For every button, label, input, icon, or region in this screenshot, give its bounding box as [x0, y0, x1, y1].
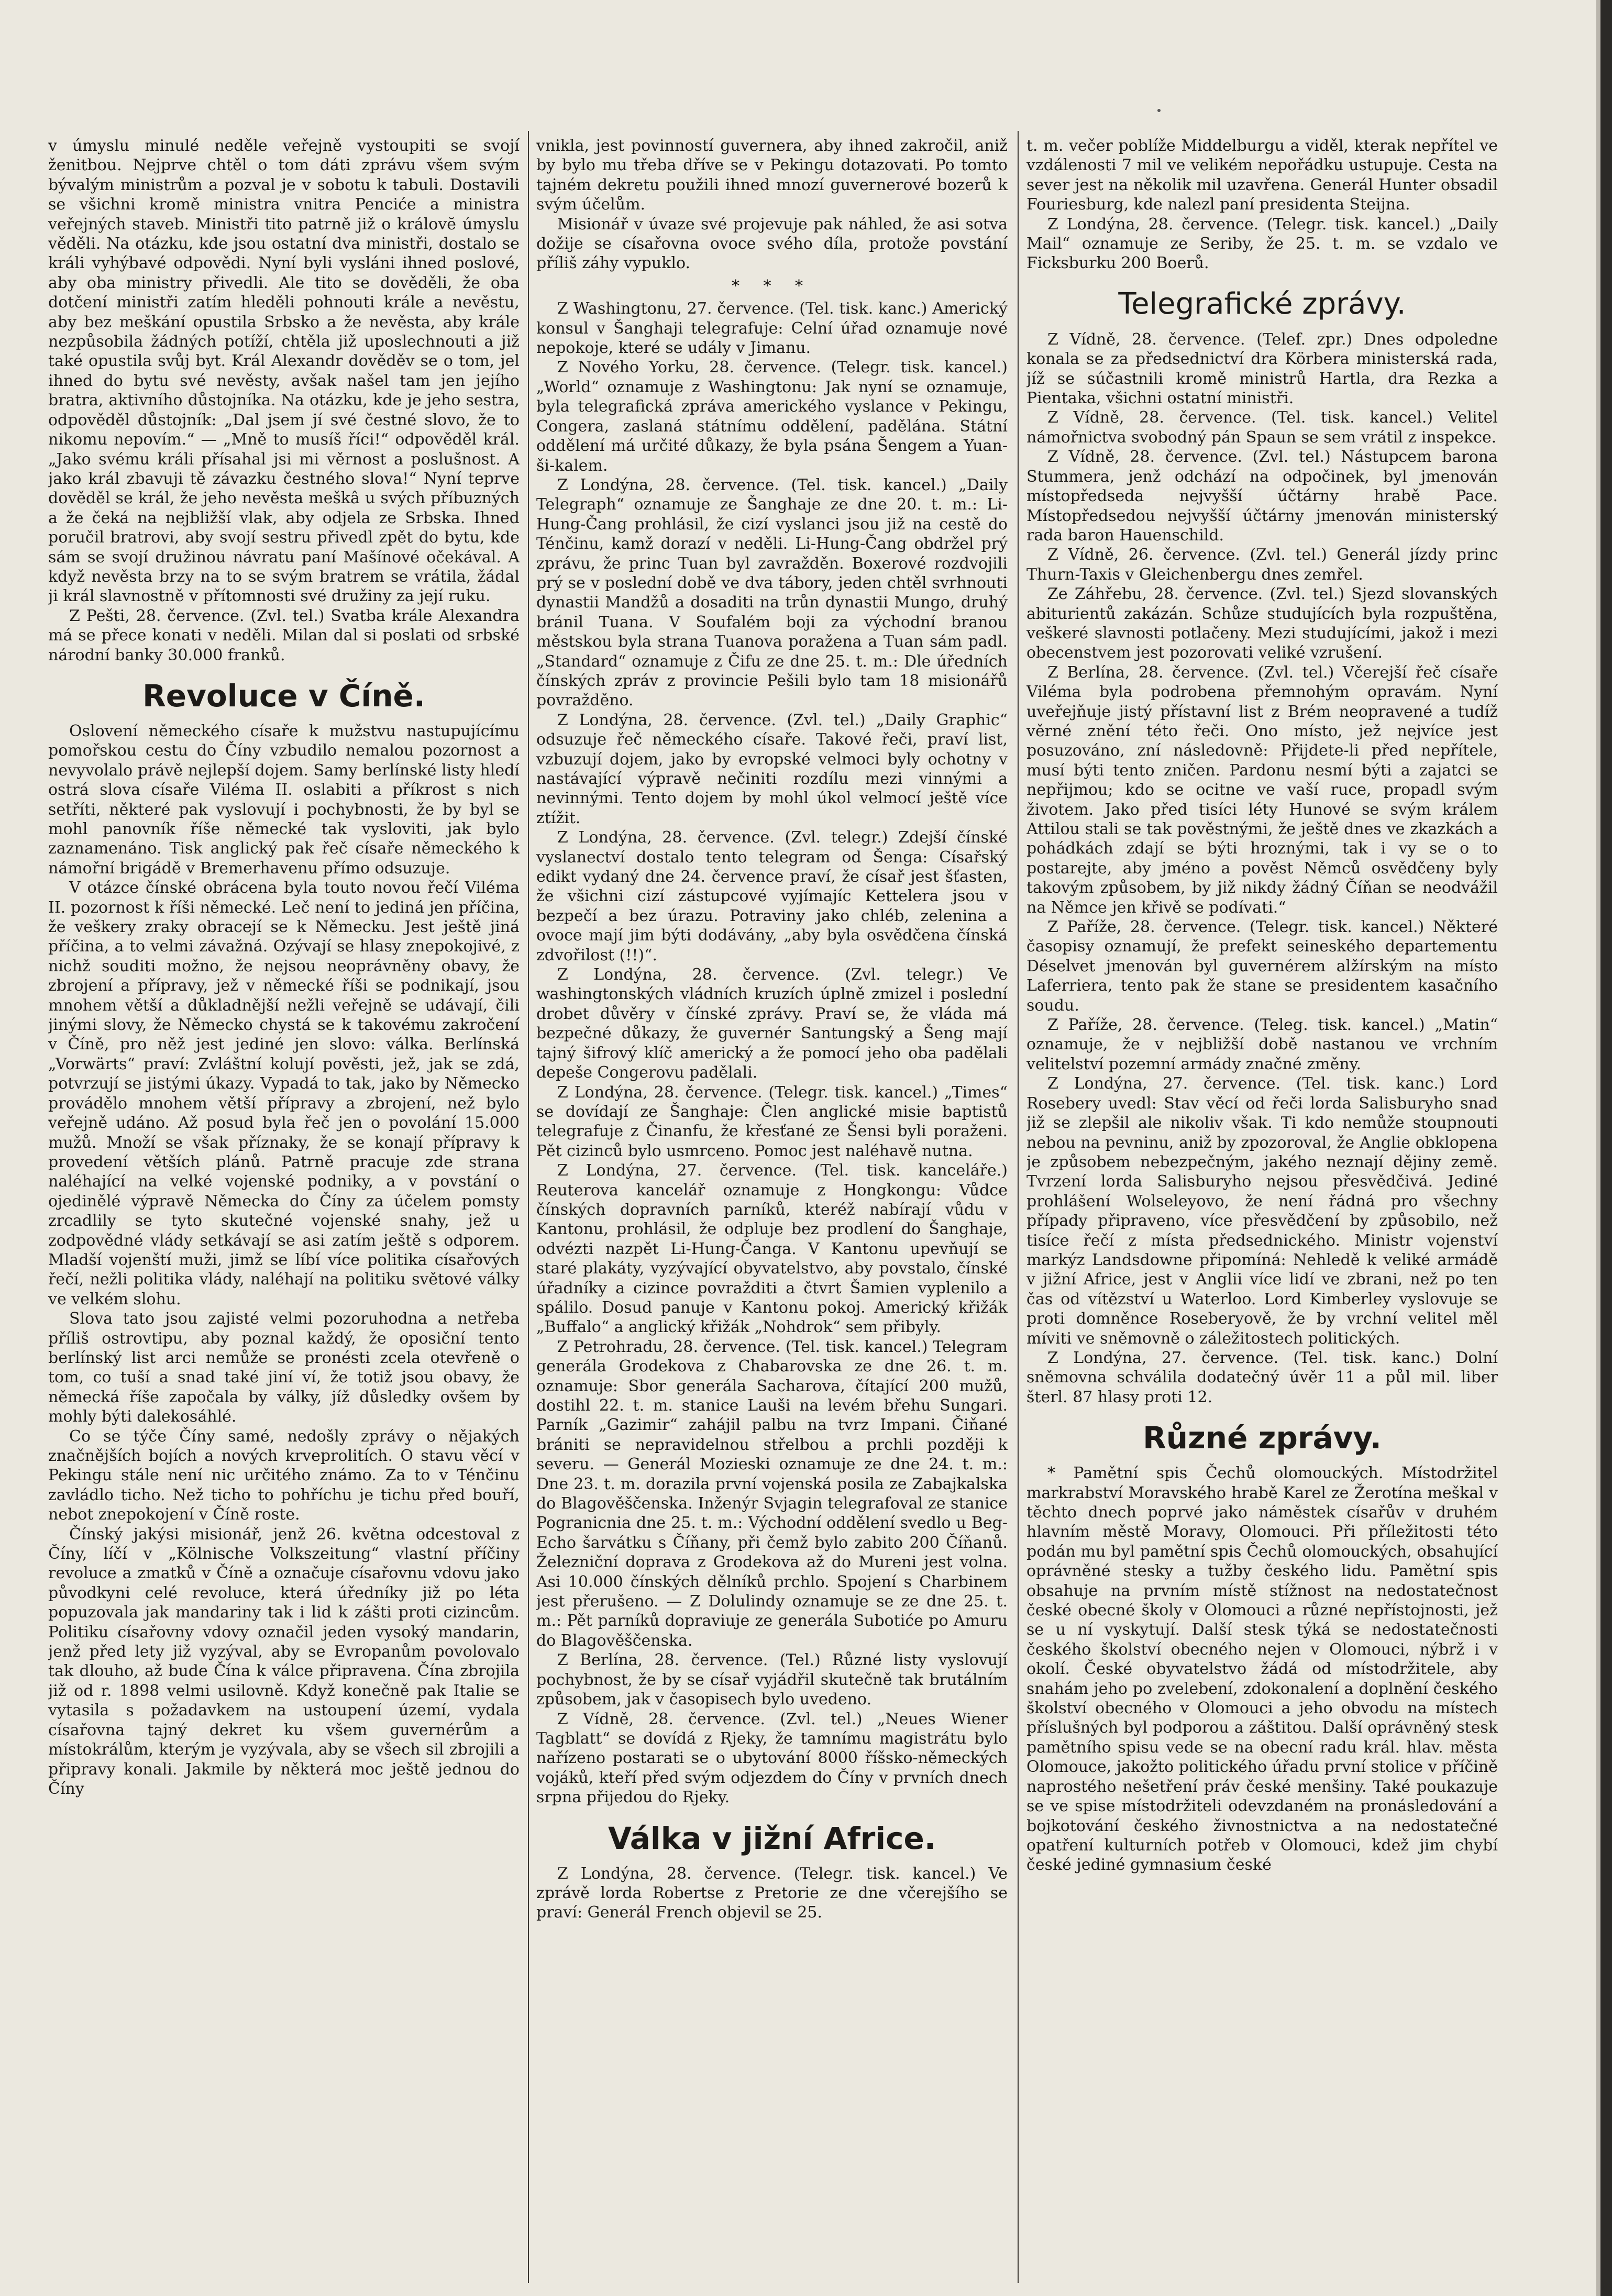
news-item: Z Pešti, 28. července. (Zvl. tel.) Svatba krále Alexandra má se přece konati v neděli. Milan dal si poslati od srbské národní banky 30.000 franků. [48, 606, 520, 664]
news-item: Z Londýna, 27. července. (Tel. tisk. kanceláře.) Reuterova kancelář oznamuje z Hongkongu: Vůdce čínských dopravních parníků, kteréž nabírají vůdu v Kantonu, prohlásil, že odpluje bez prodlení do Šanghaje, odvézti nazpět Li-Hung-Čanga. V Kantonu upevňují se staré plakáty, vyzývající obyvatelstvo, aby povstalo, čínské úřadníky a cizince povražditi a čtvrt Šamien vyplenilo a spálilo. Dosud panuje v Kantonu pokoj. Americký křižák „Buffalo“ a anglický křižák „Nohdrok“ sem přibyly. [536, 1161, 1008, 1337]
column-left [48, 136, 520, 2286]
news-item: Z Vídně, 26. července. (Zvl. tel.) Generál jízdy princ Thurn-Taxis v Gleichenbergu dnes zemřel. [1026, 546, 1498, 584]
article-text: t. m. večer poblíže Middelburgu a viděl, kterak nepřítel ve vzdálenosti 7 mil ve velikém nepořádku ustupuje. Cesta na sever jest na několik mil uzavřena. Generál Hunter obsadil Fouriesburg, kde nalezl paní presidenta Steijna. [1026, 137, 1498, 214]
column-rule-1 [528, 131, 529, 2283]
page-edge-shadow [1596, 0, 1600, 2296]
news-item: Z Nového Yorku, 28. července. (Telegr. tisk. kancel.) „World“ oznamuje z Washingtonu: Jak nyní se oznamuje, byla telegrafická zpráva amerického vyslance v Pekingu, Congera, zaslaná státnímu oddělení, padělána. Státní oddělení má určité důkazy, že byla psána Šengem a Yuan-ši-kalem. [536, 358, 1008, 475]
news-item: Z Berlína, 28. července. (Zvl. tel.) Včerejší řeč císaře Viléma byla podrobena přemnohým opravám. Nyní uveřejňuje jistý přístavní list z Brém neopravené a tudíž věrné znění této řeči. Ono místo, jež nejvíce jest posuzováno, zní následovně: Přijdete-li před nepřítele, musí býti tento zničen. Pardonu nesmí býti a zajatci se nepřijmou; kdo se ocitne ve vaší ruce, propadl svým životem. Jako před tisíci léty Hunové se svým králem Attilou stali se tak pověstnými, že ještě dnes ve zkazkách a pohádkách zdají se býti hroznými, tak i vy se o to postarejte, aby jméno a pověst Němců osvědčeny byly takovým způsobem, by již nikdy žádný Číňan se neodvážil na Němce jen křivě se podívati.“ [1026, 663, 1498, 917]
news-item: Z Londýna, 27. července. (Tel. tisk. kanc.) Dolní sněmovna schválila dodatečný úvěr 11 a půl mil. liber šterl. 87 hlasy proti 12. [1026, 1348, 1498, 1406]
news-item: Z Paříže, 28. července. (Teleg. tisk. kancel.) „Matin“ oznamuje, že v nejbližší době nastanou ve vrchním velitelství pozemní armády značné změny. [1026, 1016, 1498, 1073]
news-item: Z Vídně, 28. července. (Telef. zpr.) Dnes odpoledne konala se za předsednictví dra Körbera ministerská rada, jíž se súčastnili kromě ministrů Hartla, dra Rezka a Pientaka, všichni ostatní ministři. [1026, 330, 1498, 408]
news-item: Z Londýna, 28. července. (Tel. tisk. kancel.) „Daily Telegraph“ oznamuje ze Šanghaje ze dne 20. t. m.: Li-Hung-Čang prohlásil, že cizí vyslanci jsou již na cestě do Ténčinu, kamž dorazí v neděli. Li-Hung-Čang obdržel prý zprávu, že princ Tuan byl zavražděn. Boxerové rozdvojili prý se v poslední době ve dva tábory, jeden chtěl svrhnouti dynastii Mandžů a dosaditi na trůn dynastii Mungo, druhý bránil Tuana. V Soufalém boji za východní branou městskou byla strana Tuanova poražena a Tuan sám padl. „Standard“ oznamuje z Čifu ze dne 25. t. m.: Dle úředních čínských zpráv z provincie Pešili bylo tam 18 misionářů povražděno. [536, 475, 1008, 710]
article-text: v úmyslu minulé neděle veřejně vystoupiti se svojí ženitbou. Nejprve chtěl o tom dáti zprávu všem svým bývalým ministrům a pozval je v sobotu k tabuli. Dostavili se všichni kromě ministra vnitra Penciće a ministra veřejných staveb. Ministři tito patrně již o královĕ úmyslu věděli. Na otázku, kde jsou ostatní dva ministři, dostalo se králi vyhýbavé odpovědi. Nyní byli vysláni ihned poslové, aby oba ministry přivedli. Ale tito se dověděli, že oba dotčení ministři zatím hleděli pohnouti krále a nevěstu, aby bez meškání opustila Srbsko a že nevěsta, aby krále nezpůsobila žádných potíží, chtěla již uposlechnouti a již také opustila svůj byt. Král Alexandr dověděv se o tom, jel ihned do bytu své nevěsty, avšak našel tam jen jejího bratra, aktivního důstojníka. Na otázku, kde je jeho sestra, odpověděl důstojník: „Dal jsem jí své čestné slovo, že to nikomu nepovím.“ — „Mně to musíš říci!“ odpověděl král. „Jako svému králi přísahal jsi mi věrnost a poslušnost. A jako král zbavuji tě závazku čestného slova!“ Nyní teprve dověděl se král, že jeho nevěsta meškâ u svých příbuzných a že čeká na nejbližší vlak, aby odjela ze Srbska. Ihned poručil bratrovi, aby svojí sestru přivedl zpět do bytu, kde sám se svojí družinou návratu paní Mašínové očekával. A když nevěsta brzy na to se svým bratrem se vrátila, žádal ji král slavnostně v přítomnosti své družiny za její ruku. [48, 137, 520, 606]
news-item: Z Londýna, 28. července. (Zvl. tel.) „Daily Graphic“ odsuzuje řeč německého císaře. Takové řeči, praví list, vzbuzují dojem, jako by evropské velmoci byly ochotny v nastávající výpravě nečiniti rozdílu mezi vinnými a nevinnými. Tento dojem by mohl úkol velmocí ještě více ztížit. [536, 711, 1008, 827]
article-text: Misionář v úvaze své projevuje pak náhled, že asi sotva dožije se císařovna ovoce svého díla, protože povstání příliš záhy vypuklo. [536, 215, 1008, 273]
column-middle [536, 136, 1008, 2286]
article-text: Oslovení německého císaře k mužstvu nastupujícímu pomořskou cestu do Číny vzbudilo nemalou pozornost a nevyvolalo právě nejlepší dojem. Samy berlínské listy hledí ostrá slova císaře Viléma II. oslabiti a příkrost s nich setříti, některé pak vyslovují i pochybnosti, že by byl se mohl panovník říše německé tak vysloviti, jak bylo zaznamenáno. Tisk anglický pak řeč císaře německého k námořní brigádě v Bremerhavenu přímo odsuzuje. [48, 722, 520, 878]
section-heading: Válka v jižní Africe. [608, 1820, 936, 1856]
scan-border [1600, 0, 1612, 2296]
news-item: Z Berlína, 28. července. (Tel.) Různé listy vyslovují pochybnost, že by se císař vyjádřil skutečně tak brutálním způsobem, jak v časopisech bylo uvedeno. [536, 1651, 1008, 1709]
news-item: Z Londýna, 28. července. (Telegr. tisk. kancel.) „Times“ se dovídají ze Šanghaje: Člen anglické misie baptistů telegrafuje z Činanfu, že křesťané ze Šensi byli poraženi. Pět cizinců bylo usmrceno. Pomoc jest naléhavě nutna. [536, 1083, 1008, 1160]
article-text: vnikla, jest povinností guvernera, aby ihned zakročil, aniž by bylo mu třeba dříve se v Pekingu dotazovati. Po tomto tajném dekretu použili ihned mnozí guvernerové bozerů k svým účelům. [536, 137, 1008, 214]
article-text: V otázce čínské obrácena byla touto novou řečí Viléma II. pozornost k říši německé. Leč není to jediná jen příčina, že veškery zraky obracejí se k Německu. Jest ještě jiná příčina, a to velmi závažná. Ozývají se hlasy znepokojivé, z nichž souditi možno, že nejsou neoprávněny obavy, že zbrojení a přípravy, jež v německé říši se podnikají, jsou mnohem větší a důkladnější nežli veřejně se udávají, čili jinými slovy, že Německo chystá se k takovému zakročení v Číně, pro něž jest jediné jen slovo: válka. Berlínská „Vorwärts“ praví: Zvláštní kolují pověsti, jež, jak se zdá, potvrzují se jistými úkazy. Vypadá to tak, jako by Německo provádělo mnohem větší přípravy a zbrojení, než bylo veřejně udáno. Až posud byla řeč jen o povolání 15.000 mužů. Množí se však příznaky, že se konají přípravy k provedení větších plánů. Patrně pracuje zde strana naléhající na velké vojenské podniky, a v povstání o ojedinělé výpravě Německa do Číny za účelem pomsty zrcadlily se tyto skutečné vojenské snahy, jež u zodpovědné vlády setkávají se asi zatím ještě s odporem. Mladší vojenští muži, jimž se líbí více politika císařových řečí, nežli politika vlády, naléhají na politiku světové války ve velkém slohu. [48, 879, 520, 1308]
news-item: Z Washingtonu, 27. července. (Tel. tisk. kanc.) Americký konsul v Šanghaji telegrafuje: Celní úřad oznamuje nové nepokoje, které se udály v Jimanu. [536, 300, 1008, 358]
section-heading: Telegrafické zprávy. [1118, 286, 1406, 321]
ink-speck [1157, 109, 1161, 112]
section-separator: * * * [731, 276, 813, 295]
news-item: Z Londýna, 27. července. (Tel. tisk. kanc.) Lord Rosebery uvedl: Stav věcí od řeči lorda Salisburyho snad již se zlepšil ale nikoliv však. Ti kdo nemůže stoupnouti nebou na pevninu, aniž by zpozoroval, že Anglie obklopena je způsobem nebezpečným, jakého neznají dějiny země. Tvrzení lorda Salisburyho nejsou přesvědčivá. Jediné prohlášení Wolseleyovo, že není řádná pro všechny případy připraveno, více přesvědčení by způsobilo, než tisíce řečí z místa předsednického. Ministr vojenství markýz Landsdowne připomíná: Nehledě k veliké armádě v jižní Africe, jest v Anglii více lidí ve zbrani, než po ten čas od vítězství u Waterloo. Lord Kimberley vyslovuje se proti domněnce Roseberyově, že by vrchní velitel měl míviti ve sněmovně o záležitostech politických. [1026, 1074, 1498, 1348]
news-item: Z Vídně, 28. července. (Zvl. tel.) „Neues Wiener Tagblatt“ se dovídá z Rjeky, že tamnímu magistrátu bylo nařízeno postarati se o ubytování 8000 říšsko-německých vojáků, kteří před svým odjezdem do Číny v prvních dnech srpna přijedou do Rjeky. [536, 1710, 1008, 1807]
article-text: Co se týče Číny samé, nedošly zprávy o nějakých značnějších bojích a nových krveprolitích. O stavu věcí v Pekingu stále není nic určitého známo. Za to v Ténčinu zavládlo ticho. Než ticho to pohříchu je tichu před bouří, nebot znepokojení v Číně roste. [48, 1427, 520, 1524]
section-heading: Revoluce v Číně. [142, 678, 425, 714]
news-item: Z Londýna, 28. července. (Telegr. tisk. kancel.) „Daily Mail“ oznamuje ze Seriby, že 25. t. m. se vzdalo ve Ficksburku 200 Boerů. [1026, 215, 1498, 273]
news-item: Z Paříže, 28. července. (Telegr. tisk. kancel.) Některé časopisy oznamují, že prefekt seineského departementu Déselvet jmenován byl guvernérem alžírským na místo Laferriera, tento pak že stane se presidentem kasačního soudu. [1026, 918, 1498, 1015]
news-item: Z Londýna, 28. července. (Zvl. telegr.) Ve washingtonských vládních kruzích úplně zmizel i poslední drobet důvěry v čínské zprávy. Praví se, že vláda má bezpečné důkazy, že guvernér Santungský a Šeng mají tajný šifrový klíč americký a že pomocí jeho oba padělali depeše Congerovu padělali. [536, 966, 1008, 1082]
news-item: Ze Záhřebu, 28. července. (Zvl. tel.) Sjezd slovanských abiturientů zakázán. Schůze studujících byla rozpuštěna, veškeré slavnosti potlačeny. Mezi studujícími, jakož i mezi obecenstvem jest pozorovati veliké vzrušení. [1026, 585, 1498, 662]
news-item: Z Petrohradu, 28. července. (Tel. tisk. kancel.) Telegram generála Grodekova z Chabarovska ze dne 26. t. m. oznamuje: Sbor generála Sacharova, čítající 200 mužů, dostihl 22. t. m. stanice Lauši na levém břehu Sungari. Parník „Gazimir“ zahájil palbu na tvrz Impani. Čiňané brániti se nepravidelnou střelbou a prchli později k severu. — Generál Mozieski oznamuje ze dne 24. t. m.: Dne 23. t. m. dorazila první vojenská posila ze Zabajkalska do Blagověščenska. Inženýr Svjagin telegrafoval ze stanice Pogranicnia dne 25. t. m.: Východní oddělení svedlo u Beg-Echo šarvátku s Číňany, při čemž bylo zabito 200 Číňanů. Železniční doprava z Grodekova až do Mureni jest volna. Asi 10.000 čínských dělníků prchlo. Spojení s Charbinem jest přerušeno. — Z Dolulindy oznamuje se ze dne 25. t. m.: Pět parníků dopraviuje ze generála Subotiće po Amuru do Blagověščenska. [536, 1337, 1008, 1650]
article-text: Čínský jakýsi misionář, jenž 26. května odcestoval z Číny, líčí v „Kölnische Volkszeitung“ vlastní příčiny revoluce a zmatků v Číně a označuje císařovnu vdovu jako původkyni celé revoluce, která úředníky již po léta popuzovala jak mandariny tak i lid k zášti proti cizincům. Politiku císařovny vdovy označil jeden vysoký mandarin, jenž před lety již vyzýval, aby se Evropanům povolovalo tak dlouho, až bude Čína k válce připravena. Čína zbrojila již od r. 1898 velmi usilovně. Když konečně pak Italie se vytasila s požadavkem na ustoupení území, vydala císařovna tajný dekret ku všem guvernérům a místokrálům, kterým je vyzývala, aby se všech sil zbrojili a připravy konali. Jakmile by některá moc ještě jednou do Číny [48, 1525, 520, 1798]
news-item: Z Londýna, 28. července. (Telegr. tisk. kancel.) Ve zprávě lorda Robertse z Pretorie ze dne včerejšího se praví: Generál French objevil se 25. [536, 1864, 1008, 1922]
column-right [1026, 136, 1498, 2286]
article-text: * Pamětní spis Čechů olomouckých. Místodržitel markrabství Moravského hrabě Karel ze Žerotína meškal v těchto dnech poprvé jako náměstek císařův v druhém hlavním městě Moravy, Olomouci. Při příležitosti této podán mu byl pamětní spis Čechů olomouckých, obsahující oprávněné stesky a tužby českého lidu. Pamětní spis obsahuje na prvním místě stížnost na nedostatečnost české obecné školy v Olomouci a různé nepřístojnosti, jež se u ní vyskytují. Další stesk týká se nedostatečnosti českého školství obecného nejen v Olomouci, nýbrž i v okolí. České obyvatelstvo žádá od místodržitele, aby snahám jeho po zvelebení, zdokonalení a doplnění českého školství obecného v Olomouci a jeho obvodu na místech příslušných byl podporou a záštitou. Další oprávněný stesk pamětního spisu vede se na obecní radu král. hlav. města Olomouce, jakožto politického úřadu první stolice v příčině naprostého nešetření práv české menšiny. Také poukazuje se ve spise místodržiteli odevzdaném na pronásledování a bojkotování českého živnostnictva a na nedostatečné opatření kulturních potřeb v Olomouci, kdež jim chybí české jediné gymnasium české [1026, 1464, 1498, 1874]
news-item: Z Vídně, 28. července. (Zvl. tel.) Nástupcem barona Stummera, jenž odchází na odpočinek, byl jmenován místopředseda nejvyšší účtárny hrabě Pace. Místopředsedou nejvyšší účtárny jmenován ministerský rada baron Hauenschild. [1026, 448, 1498, 545]
article-text: Slova tato jsou zajisté velmi pozoruhodna a netřeba příliš ostrovtipu, aby poznal každý, že oposiční tento berlínský list arci nemůže se pronésti zcela otevřeně o tom, co tuší a snad také jiní ví, že totiž jsou obavy, že německá říše započala by války, jíž důsledky ovšem by mohly býti dalekosáhlé. [48, 1310, 520, 1426]
news-item: Z Londýna, 28. července. (Zvl. telegr.) Zdejší čínské vyslanectví dostalo tento telegram od Šenga: Císařský edikt vydaný dne 24. července praví, že císař jest šťasten, že všichni cizí zástupcové vyjímajíc Kettelera jsou v bezpečí a bez úrazu. Potraviny jako chléb, zelenina a ovoce mají jim býti dodávány, „aby byla osvědčena čínská zdvořilost (!!)“. [536, 828, 1008, 964]
section-heading: Různé zprávy. [1143, 1420, 1382, 1456]
news-item: Z Vídně, 28. července. (Tel. tisk. kancel.) Velitel námořnictva svobodný pán Spaun se sem vrátil z inspekce. [1026, 408, 1498, 447]
column-rule-2 [1018, 131, 1019, 2283]
